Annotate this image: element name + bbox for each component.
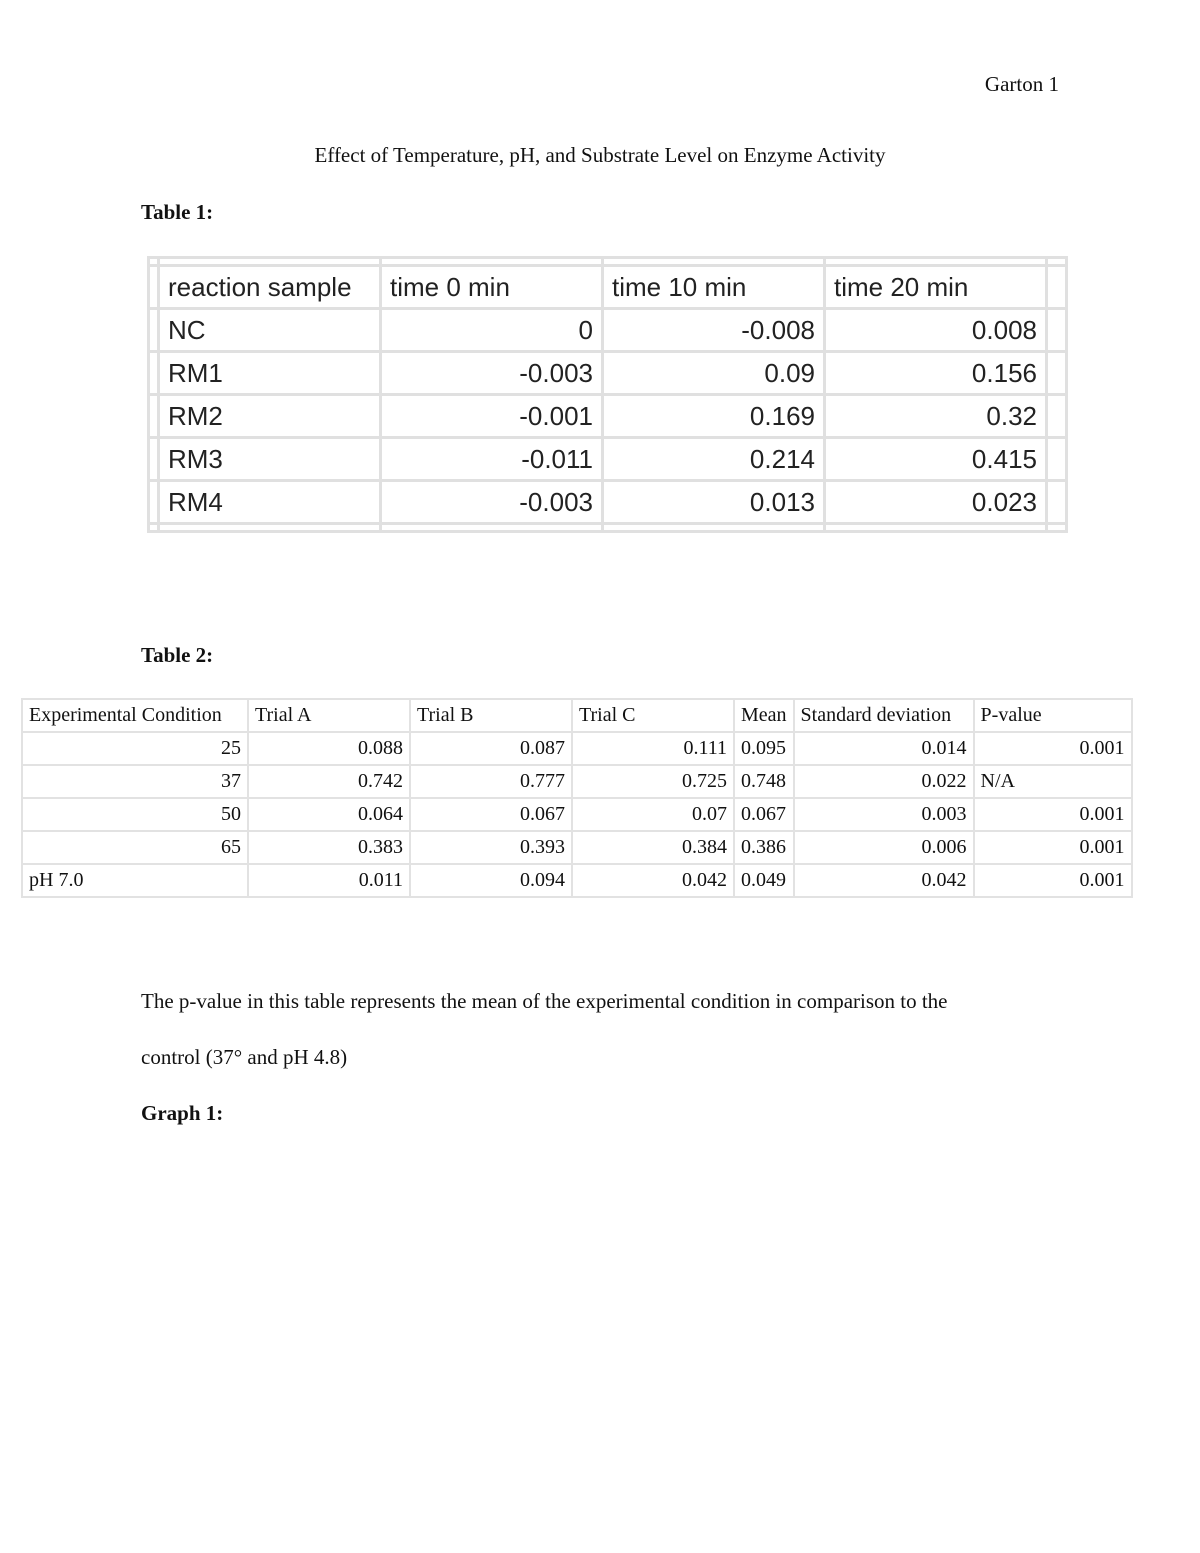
table1-header-cell: time 10 min bbox=[603, 266, 825, 309]
table1-cell: -0.008 bbox=[603, 309, 825, 352]
table1-cell: 0.32 bbox=[825, 395, 1047, 438]
table1-header-cell: time 0 min bbox=[381, 266, 603, 309]
table1-container bbox=[147, 256, 1071, 554]
table2-cell: 0.001 bbox=[974, 732, 1132, 765]
table2-cell: 50 bbox=[22, 798, 248, 831]
table2-cell: 0.386 bbox=[734, 831, 794, 864]
table-row bbox=[149, 352, 1067, 395]
table1-cell: 0.214 bbox=[603, 438, 825, 481]
table2-header-cell: Mean bbox=[734, 699, 794, 732]
table1-header-cell: time 20 min bbox=[825, 266, 1047, 309]
table1-cell: -0.001 bbox=[381, 395, 603, 438]
table2-header-cell: Experimental Condition bbox=[22, 699, 248, 732]
table-row bbox=[149, 309, 1067, 352]
table2-cell: pH 7.0 bbox=[22, 864, 248, 897]
table2-header-cell: Trial C bbox=[572, 699, 734, 732]
graph1-label: Graph 1: bbox=[141, 1101, 224, 1125]
table-row bbox=[22, 831, 1132, 864]
table1-cell: NC bbox=[159, 309, 381, 352]
table2-cell: 0.067 bbox=[734, 798, 794, 831]
table2-cell: 25 bbox=[22, 732, 248, 765]
table2-cell: 0.095 bbox=[734, 732, 794, 765]
table2-cell: 0.003 bbox=[794, 798, 974, 831]
table-row bbox=[22, 864, 1132, 897]
table2-cell: 0.011 bbox=[248, 864, 410, 897]
table1-cell: 0.023 bbox=[825, 481, 1047, 524]
table2-header-cell: P-value bbox=[974, 699, 1132, 732]
table-row bbox=[22, 765, 1132, 798]
table2-header-cell: Standard deviation bbox=[794, 699, 974, 732]
table2-cell: 0.001 bbox=[974, 831, 1132, 864]
table-row bbox=[149, 438, 1067, 481]
table-row bbox=[149, 481, 1067, 524]
note-line-1: The p-value in this table represents the mean of the experimental condition in comparison to the bbox=[141, 989, 948, 1013]
table1-cell: 0.169 bbox=[603, 395, 825, 438]
table2-cell: 0.022 bbox=[794, 765, 974, 798]
table2-label: Table 2: bbox=[141, 643, 214, 667]
table-row bbox=[22, 732, 1132, 765]
table2-cell: 0.088 bbox=[248, 732, 410, 765]
table2-cell: 0.001 bbox=[974, 798, 1132, 831]
table1-cell: RM2 bbox=[159, 395, 381, 438]
table2-cell: 0.087 bbox=[410, 732, 572, 765]
table-row bbox=[22, 798, 1132, 831]
table2 bbox=[21, 698, 1133, 898]
table2-cell: 0.111 bbox=[572, 732, 734, 765]
table1-header-cell: reaction sample bbox=[159, 266, 381, 309]
table-row bbox=[149, 395, 1067, 438]
table2-cell: 0.014 bbox=[794, 732, 974, 765]
table1-cell: 0.415 bbox=[825, 438, 1047, 481]
table1-cell: -0.011 bbox=[381, 438, 603, 481]
table2-header-row bbox=[22, 699, 1132, 732]
table2-cell: 0.384 bbox=[572, 831, 734, 864]
table1-cell: RM1 bbox=[159, 352, 381, 395]
table1-cell: RM4 bbox=[159, 481, 381, 524]
table1-header-row bbox=[149, 266, 1067, 309]
table2-cell: 0.094 bbox=[410, 864, 572, 897]
table2-cell: 0.001 bbox=[974, 864, 1132, 897]
table2-cell: 0.777 bbox=[410, 765, 572, 798]
table1-label: Table 1: bbox=[141, 200, 214, 224]
table2-cell: 0.049 bbox=[734, 864, 794, 897]
table1-cell: 0 bbox=[381, 309, 603, 352]
table1-cell: -0.003 bbox=[381, 352, 603, 395]
table1-pad-row-bottom bbox=[149, 524, 1067, 532]
table1-cell: -0.003 bbox=[381, 481, 603, 524]
table2-header-cell: Trial A bbox=[248, 699, 410, 732]
table1-pad-row-top bbox=[149, 258, 1067, 266]
table2-cell: 0.07 bbox=[572, 798, 734, 831]
table1-cell: 0.09 bbox=[603, 352, 825, 395]
table2-cell: 0.383 bbox=[248, 831, 410, 864]
table1-cell: RM3 bbox=[159, 438, 381, 481]
table1-cell: 0.156 bbox=[825, 352, 1047, 395]
page-header-name: Garton 1 bbox=[984, 72, 1059, 96]
table2-header-cell: Trial B bbox=[410, 699, 572, 732]
table2-cell: 0.042 bbox=[794, 864, 974, 897]
table2-cell: 0.725 bbox=[572, 765, 734, 798]
table2-cell: 0.042 bbox=[572, 864, 734, 897]
table2-cell: N/A bbox=[974, 765, 1132, 798]
note-line-2: control (37° and pH 4.8) bbox=[141, 1045, 348, 1069]
table1-cell: 0.013 bbox=[603, 481, 825, 524]
table2-cell: 0.742 bbox=[248, 765, 410, 798]
table2-cell: 37 bbox=[22, 765, 248, 798]
table2-cell: 0.064 bbox=[248, 798, 410, 831]
table1-cell: 0.008 bbox=[825, 309, 1047, 352]
table2-cell: 0.006 bbox=[794, 831, 974, 864]
table2-cell: 65 bbox=[22, 831, 248, 864]
table2-cell: 0.748 bbox=[734, 765, 794, 798]
document-title: Effect of Temperature, pH, and Substrate Level on Enzyme Activity bbox=[314, 143, 886, 167]
table1 bbox=[147, 256, 1068, 533]
table2-cell: 0.393 bbox=[410, 831, 572, 864]
table2-cell: 0.067 bbox=[410, 798, 572, 831]
